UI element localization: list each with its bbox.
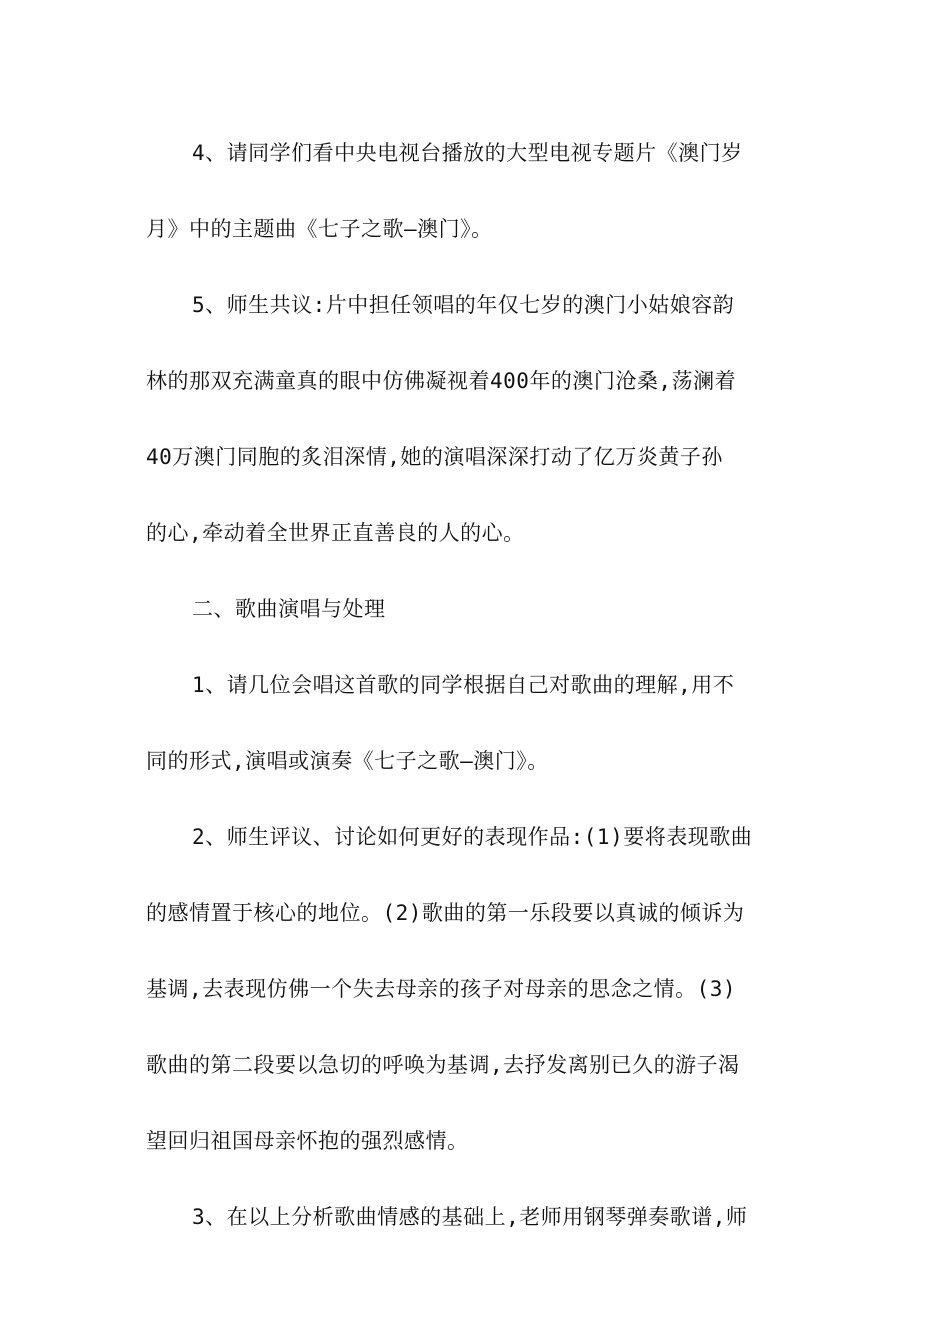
paragraph-5-line-4: 的心,牵动着全世界正直善良的人的心。 bbox=[146, 521, 525, 545]
step-2-line-2: 的感情置于核心的地位。(2)歌曲的第一乐段要以真诚的倾诉为 bbox=[146, 901, 745, 925]
paragraph-4-line-2: 月》中的主题曲《七子之歌—澳门》。 bbox=[146, 217, 493, 241]
paragraph-5-line-3: 40万澳门同胞的炙泪深情,她的演唱深深打动了亿万炎黄子孙 bbox=[146, 445, 723, 469]
step-3-line-1: 3、在以上分析歌曲情感的基础上,老师用钢琴弹奏歌谱,师 bbox=[192, 1205, 748, 1229]
step-1-line-1: 1、请几位会唱这首歌的同学根据自己对歌曲的理解,用不 bbox=[192, 673, 735, 697]
step-2-line-4: 歌曲的第二段要以急切的呼唤为基调,去抒发离别已久的游子渴 bbox=[146, 1053, 740, 1077]
step-2-line-5: 望回归祖国母亲怀抱的强烈感情。 bbox=[146, 1129, 469, 1153]
document-body bbox=[146, 134, 806, 1274]
step-2-line-3: 基调,去表现仿佛一个失去母亲的孩子对母亲的思念之情。(3) bbox=[146, 977, 737, 1001]
paragraph-4-line-1: 4、请同学们看中央电视台播放的大型电视专题片《澳门岁 bbox=[192, 141, 743, 165]
section-heading: 二、歌曲演唱与处理 bbox=[192, 597, 386, 621]
step-1-line-2: 同的形式,演唱或演奏《七子之歌—澳门》。 bbox=[146, 749, 549, 773]
paragraph-5-line-2: 林的那双充满童真的眼中仿佛凝视着400年的澳门沧桑,荡澜着 bbox=[146, 369, 737, 393]
step-2-line-1: 2、师生评议、讨论如何更好的表现作品:(1)要将表现歌曲 bbox=[192, 825, 753, 849]
paragraph-5-line-1: 5、师生共议:片中担任领唱的年仅七岁的澳门小姑娘容韵 bbox=[192, 293, 735, 317]
